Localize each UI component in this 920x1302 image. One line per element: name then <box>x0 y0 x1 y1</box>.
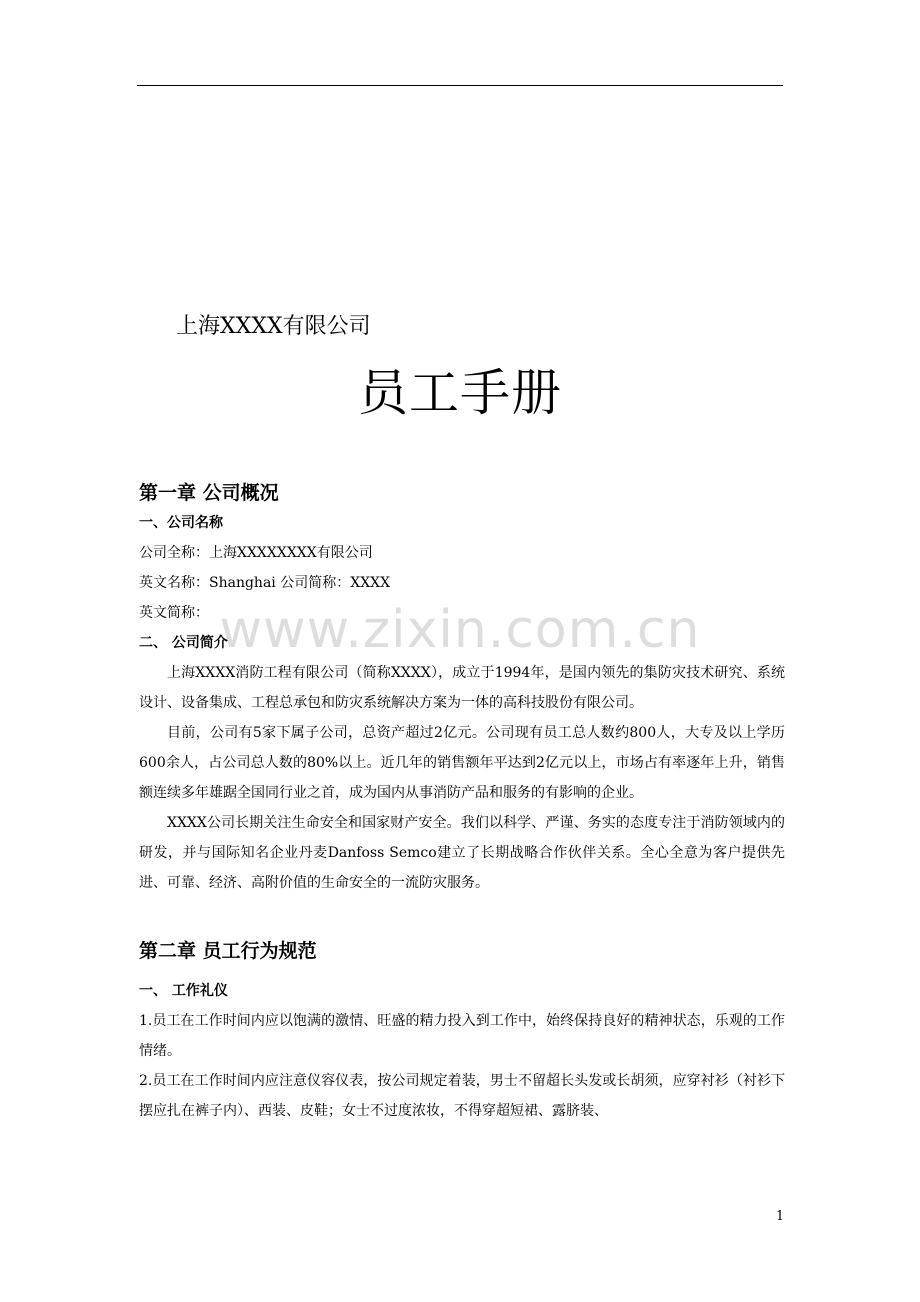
header-rule <box>137 85 783 86</box>
section-etiquette-heading: 一、 工作礼仪 <box>139 983 228 999</box>
chapter-2-title: 第二章 员工行为规范 <box>139 940 317 962</box>
watermark: www.zixin.com.cn <box>219 600 701 660</box>
etiquette-item: 2.员工在工作时间内应注意仪容仪表，按公司规定着装，男士不留超长头发或长胡须，应穿衬衫（衬衫下摆应扎在裤子内）、西装、皮鞋；女士不过度浓妆，不得穿超短裙、露脐装、 <box>139 1073 785 1119</box>
section-company-name-heading: 一、公司名称 <box>139 515 223 531</box>
section-company-intro-heading: 二、 公司简介 <box>139 635 228 651</box>
intro-paragraph: 目前，公司有5家下属子公司，总资产超过2亿元。公司现有员工总人数约800人，大专及以上学历600余人，占公司总人数的80%以上。近几年的销售额年平达到2亿元以上，市场占有率逐年上升，销售额连续多年雄踞全国同行业之首，成为国内从事消防产品和服务的有影响的企业。 <box>139 725 785 801</box>
intro-paragraph: XXXX公司长期关注生命安全和国家财产安全。我们以科学、严谨、务实的态度专注于消防领域内的研发，并与国际知名企业丹麦Danfoss Semco建立了长期战略合作伙伴关系。全心全意为客户提供先进、可靠、经济、高附价值的生命安全的一流防灾服务。 <box>139 815 785 891</box>
intro-paragraph: 上海XXXX消防工程有限公司（简称XXXX），成立于1994年，是国内领先的集防灾技术研究、系统设计、设备集成、工程总承包和防灾系统解决方案为一体的高科技股份有限公司。 <box>139 665 785 711</box>
company-title: 上海XXXX有限公司 <box>176 314 371 339</box>
company-full-name: 公司全称：上海XXXXXXXX有限公司 <box>139 545 373 561</box>
chapter-1-title: 第一章 公司概况 <box>139 482 279 504</box>
company-english-name: 英文名称：Shanghai 公司简称：XXXX <box>139 575 391 591</box>
main-title: 员工手册 <box>358 364 562 422</box>
page-number: 1 <box>775 1209 785 1224</box>
etiquette-item: 1.员工在工作时间内应以饱满的激情、旺盛的精力投入到工作中，始终保持良好的精神状态，乐观的工作情绪。 <box>139 1013 785 1059</box>
document-body <box>139 478 785 1126</box>
company-english-short: 英文简称： <box>139 605 209 621</box>
